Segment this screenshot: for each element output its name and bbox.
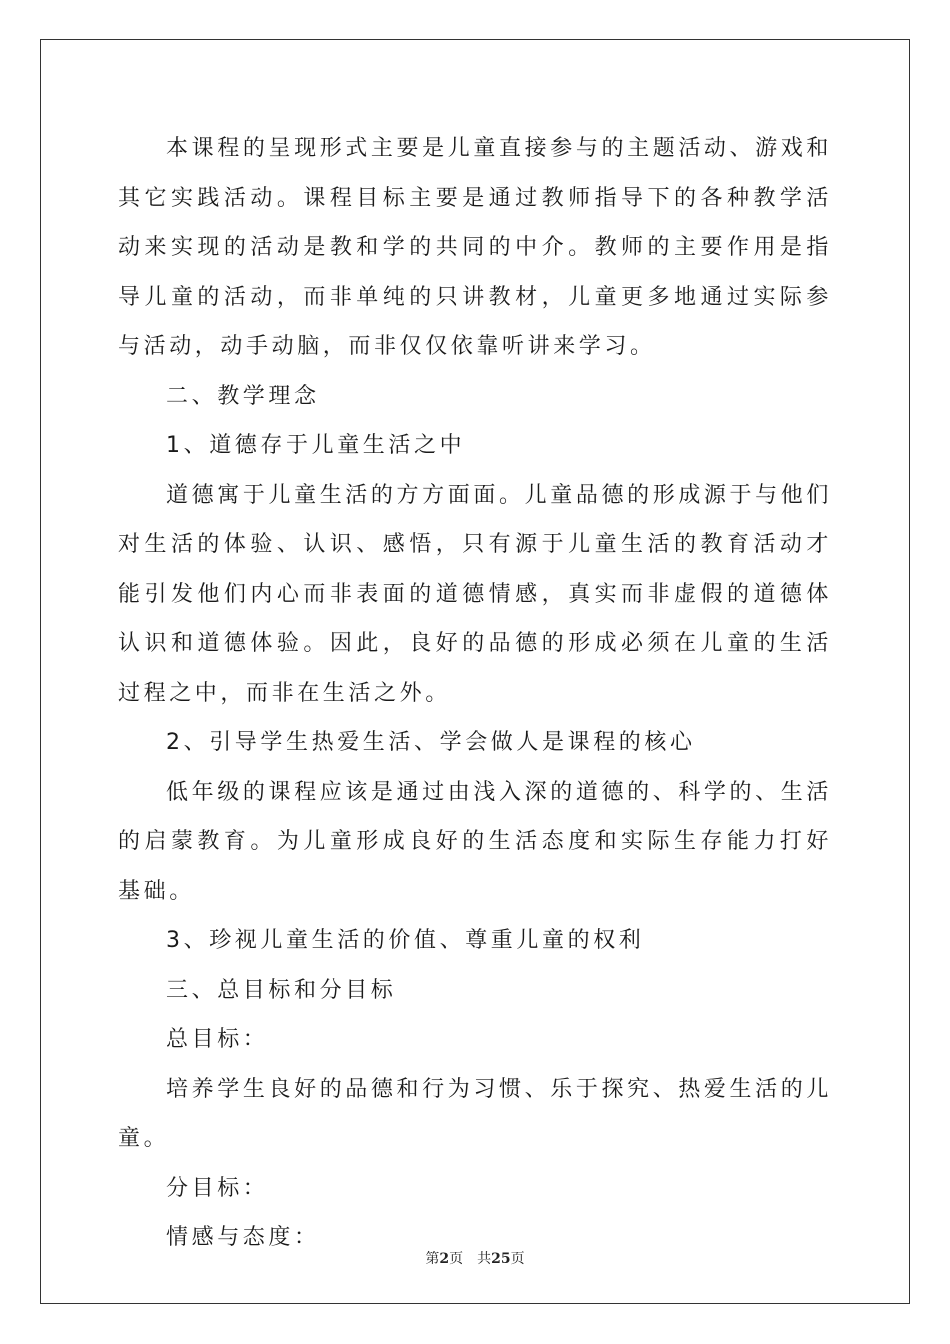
label-overall-goal: 总目标： [166,1027,269,1052]
label-emotion-attitude: 情感与态度： [166,1225,320,1250]
footer-total-pages: 25 [491,1251,511,1267]
document-body [118,124,832,1263]
footer-page-suffix: 页 [449,1251,464,1267]
paragraph-intro: 本课程的呈现形式主要是儿童直接参与的主题活动、游戏和其它实践活动。课程目标主要是通过教师指导下的各种教学活动来实现的活动是教和学的共同的中介。教师的主要作用是指导儿童的活动，而非单纯的只讲教材，儿童更多地通过实际参与活动，动手动脑，而非仅仅依靠听讲来学习。 [118,136,832,359]
footer-total-prefix: 共 [477,1251,492,1267]
subheading-2: 2、引导学生热爱生活、学会做人是课程的核心 [166,730,696,755]
paragraph-overall-goal: 培养学生良好的品德和行为习惯、乐于探究、热爱生活的儿童。 [118,1076,832,1151]
section-heading-teaching-philosophy: 二、教学理念 [166,383,320,409]
paragraph-morality: 道德寓于儿童生活的方方面面。儿童品德的形成源于与他们对生活的体验、认识、感悟，只有源于儿童生活的教育活动才能引发他们内心而非表面的道德情感，真实而非虚假的道德体认识和道德体验。因此，良好的品德的形成必须在儿童的生活过程之中，而非在生活之外。 [118,482,832,706]
paragraph-lower-grade: 低年级的课程应该是通过由浅入深的道德的、科学的、生活的启蒙教育。为儿童形成良好的生活态度和实际生存能力打好基础。 [118,779,832,904]
subheading-3: 3、珍视儿童生活的价值、尊重儿童的权利 [166,928,645,953]
label-sub-goals: 分目标： [166,1175,269,1201]
subheading-1: 1、道德存于儿童生活之中 [166,433,466,458]
section-heading-goals: 三、总目标和分目标 [166,977,397,1003]
page-footer [0,1248,950,1268]
footer-page-prefix: 第 [425,1251,440,1267]
footer-page-number: 2 [439,1251,450,1267]
footer-total-suffix: 页 [510,1251,525,1267]
